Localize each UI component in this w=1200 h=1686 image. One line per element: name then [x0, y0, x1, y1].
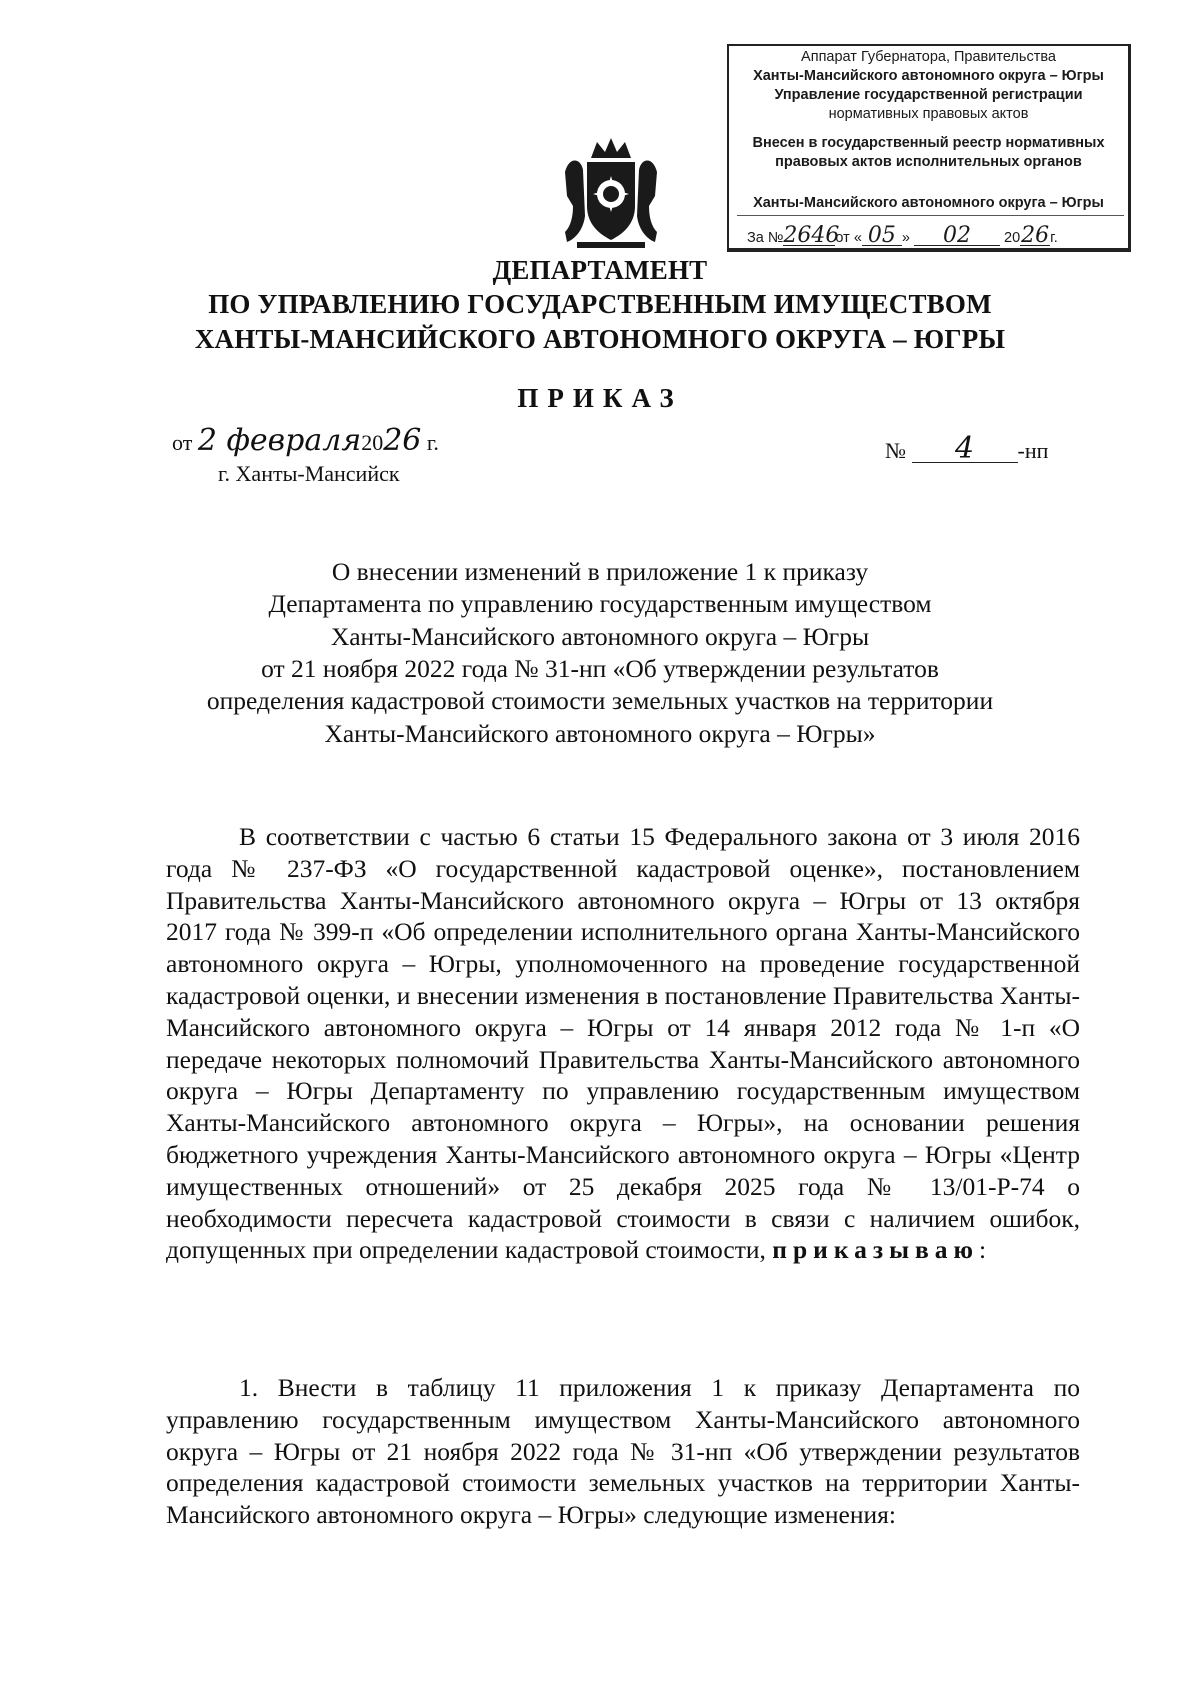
- order-number-value: 4: [912, 436, 1018, 463]
- stamp-reg-month: 02: [914, 227, 1000, 246]
- order-year-suffix: г.: [426, 430, 439, 455]
- subject-line-3: Ханты-Мансийского автономного округа – Югры: [330, 622, 870, 651]
- stamp-reg-year: 26: [1021, 223, 1050, 248]
- order-place: г. Ханты-Мансийск: [218, 461, 400, 486]
- stamp-line-6: правовых актов исполнительных органов: [775, 154, 1082, 170]
- item-1-text: 1. Внести в таблицу 11 приложения 1 к приказу Департамента по управлению государственным имуществом Ханты-Мансийского автономного округа – Югры от 21 ноября 2022 года № 31-нп «Об утверждении результатов определения кадастровой стоимости земельных участков на территории Ханты-Мансийского автономного округа – Югры» следующие изменения:: [166, 1373, 1080, 1530]
- item-1-paragraph: [166, 1372, 1080, 1531]
- preamble-first-word: В: [239, 822, 257, 851]
- subject-line-2: Департамента по управлению государственным имуществом: [268, 589, 932, 618]
- stamp-line-3: Управление государственной регистрации: [774, 87, 1083, 103]
- stamp-registration-line: [747, 223, 1058, 248]
- subject-line-5: определения кадастровой стоимости земельных участков на территории: [206, 686, 994, 715]
- order-number-label: №: [885, 438, 906, 463]
- stamp-reg-from: от «: [835, 230, 862, 246]
- stamp-reg-year-prefix: 20: [1004, 230, 1021, 246]
- subject-line-4: от 21 ноября 2022 года № 31-нп «Об утверждении результатов: [261, 654, 939, 683]
- subject-line-1: О внесении изменений в приложение 1 к приказу: [331, 557, 869, 586]
- stamp-line-1: Аппарат Губернатора, Правительства: [801, 49, 1056, 65]
- order-number-suffix: -нп: [1017, 438, 1049, 463]
- order-year-prefix: 20: [361, 430, 384, 455]
- stamp-line-5: Внесен в государственный реестр нормативных: [752, 135, 1105, 151]
- department-title-line-1: ДЕПАРТАМЕНТ: [492, 255, 708, 285]
- registration-stamp: [727, 44, 1131, 252]
- coat-of-arms-icon: [563, 136, 659, 250]
- stamp-reg-prefix: За №: [747, 230, 784, 246]
- department-title-line-2: ПО УПРАВЛЕНИЮ ГОСУДАРСТВЕННЫМ ИМУЩЕСТВОМ: [208, 289, 992, 319]
- order-date: [172, 423, 439, 458]
- order-date-from-label: от: [172, 430, 193, 455]
- stamp-line-2: Ханты-Мансийского автономного округа – Югры: [753, 68, 1104, 84]
- order-word: приказываю: [772, 1235, 980, 1265]
- subject-line-6: Ханты-Мансийского автономного округа – Югры»: [324, 719, 876, 748]
- stamp-line-7: Ханты-Мансийского автономного округа – Югры: [753, 195, 1104, 211]
- order-date-handwritten: 2 февраля: [197, 423, 362, 458]
- order-year-handwritten: 26: [383, 423, 422, 458]
- preamble-text: соответствии с частью 6 статьи 15 Федерального закона от 3 июля 2016 года № 237-ФЗ «О государственной кадастровой оценке», постановлением Правительства Ханты-Мансийского автономного округа – Югры от 13 октября 2017 года № 399-п «Об определении исполнительного органа Ханты-Мансийского автономного округа – Югры, уполномоченного на проведение государственной кадастровой оценки, и внесении изменения в постановление Правительства Ханты-Мансийского автономного округа – Югры от 14 января 2012 года № 1-п «О передаче некоторых полномочий Правительства Ханты-Мансийского автономного округа – Югры Департаменту по управлению государственным имуществом Ханты-Мансийского автономного округа – Югры», на основании решения бюджетного учреждения Ханты-Мансийского автономного округа – Югры «Центр имущественных отношений» от 25 декабря 2025 года № 13/01-Р-74 о необходимости пересчета кадастровой стоимости в связи с наличием ошибок, допущенных при определении кадастровой стоимости,: [166, 822, 1081, 1265]
- stamp-divider: [737, 215, 1124, 216]
- stamp-reg-suffix: г.: [1050, 230, 1058, 246]
- stamp-reg-day: 05: [862, 227, 902, 246]
- department-title-line-3: ХАНТЫ-МАНСИЙСКОГО АВТОНОМНОГО ОКРУГА – ЮГРЫ: [194, 324, 1006, 354]
- document-type-title: ПРИКАЗ: [517, 383, 683, 413]
- order-colon: :: [979, 1235, 987, 1265]
- stamp-line-4: нормативных правовых актов: [828, 106, 1029, 122]
- order-number: [885, 431, 1049, 466]
- stamp-reg-number: 2646: [783, 223, 840, 248]
- stamp-reg-close: »: [901, 230, 910, 246]
- preamble-paragraph: [166, 821, 1080, 1266]
